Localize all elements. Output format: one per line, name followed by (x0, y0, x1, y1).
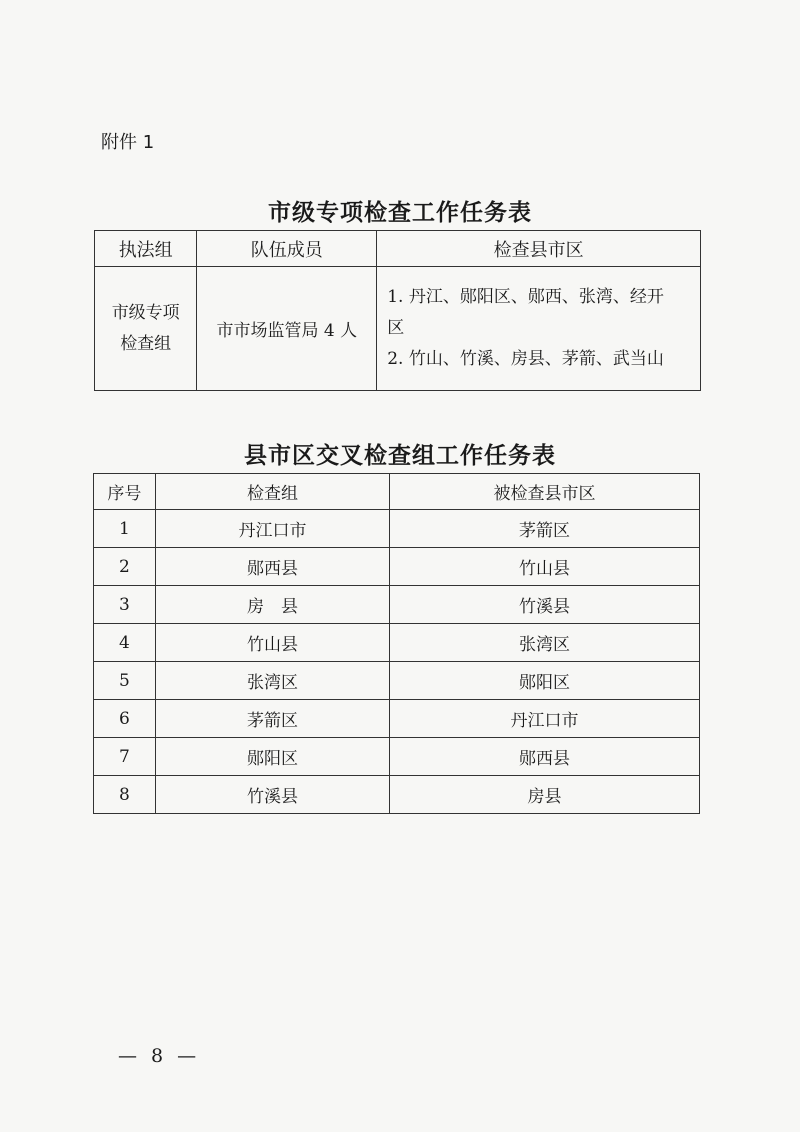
row-group: 丹江口市 (155, 510, 389, 548)
row-number: 6 (94, 700, 156, 738)
table-row (94, 548, 700, 586)
row-group: 房 县 (155, 586, 389, 624)
row-group: 郧西县 (155, 548, 389, 586)
row-target: 郧阳区 (390, 662, 700, 700)
table-row (95, 267, 701, 391)
table2-header-row (94, 474, 700, 510)
row-target: 丹江口市 (390, 700, 700, 738)
areas-line2: 2. 竹山、竹溪、房县、茅箭、武当山 (387, 349, 664, 369)
table-row (94, 586, 700, 624)
table1-header-group: 执法组 (95, 231, 197, 267)
row-number: 7 (94, 738, 156, 776)
areas-line1-cont: 区 (387, 318, 405, 338)
row-target: 竹山县 (390, 548, 700, 586)
table-row (94, 662, 700, 700)
row-target: 竹溪县 (390, 586, 700, 624)
table-row (94, 738, 700, 776)
areas-line1: 1. 丹江、郧阳区、郧西、张湾、经开 (387, 287, 664, 307)
annex-label: 附件 1 (101, 132, 155, 153)
row-group: 茅箭区 (155, 700, 389, 738)
group-line1: 市级专项 (111, 302, 180, 323)
table1-header-areas: 检查县市区 (377, 231, 701, 267)
table2-header-group: 检查组 (155, 474, 389, 510)
table1-header-row (95, 231, 701, 267)
table-row (94, 776, 700, 814)
row-number: 5 (94, 662, 156, 700)
row-number: 8 (94, 776, 156, 814)
cross-inspection-table (93, 473, 700, 814)
table-row (94, 700, 700, 738)
group-cell (95, 267, 197, 391)
row-target: 张湾区 (390, 624, 700, 662)
group-line2: 检查组 (120, 333, 172, 354)
table2-header-target: 被检查县市区 (390, 474, 700, 510)
row-group: 竹溪县 (155, 776, 389, 814)
row-group: 郧阳区 (155, 738, 389, 776)
row-group: 竹山县 (155, 624, 389, 662)
table1-title: 市级专项检查工作任务表 (268, 200, 532, 226)
row-number: 1 (94, 510, 156, 548)
table-row (94, 510, 700, 548)
table-row (94, 624, 700, 662)
page-number: — 8 — (118, 1045, 201, 1067)
row-target: 房县 (390, 776, 700, 814)
city-inspection-table (94, 230, 701, 391)
row-group: 张湾区 (155, 662, 389, 700)
areas-cell (377, 267, 701, 391)
row-number: 4 (94, 624, 156, 662)
members-cell: 市市场监管局 4 人 (197, 267, 377, 391)
table1-header-members: 队伍成员 (197, 231, 377, 267)
row-target: 茅箭区 (390, 510, 700, 548)
row-target: 郧西县 (390, 738, 700, 776)
table2-title: 县市区交叉检查组工作任务表 (244, 443, 556, 469)
row-number: 2 (94, 548, 156, 586)
table2-header-no: 序号 (94, 474, 156, 510)
row-number: 3 (94, 586, 156, 624)
